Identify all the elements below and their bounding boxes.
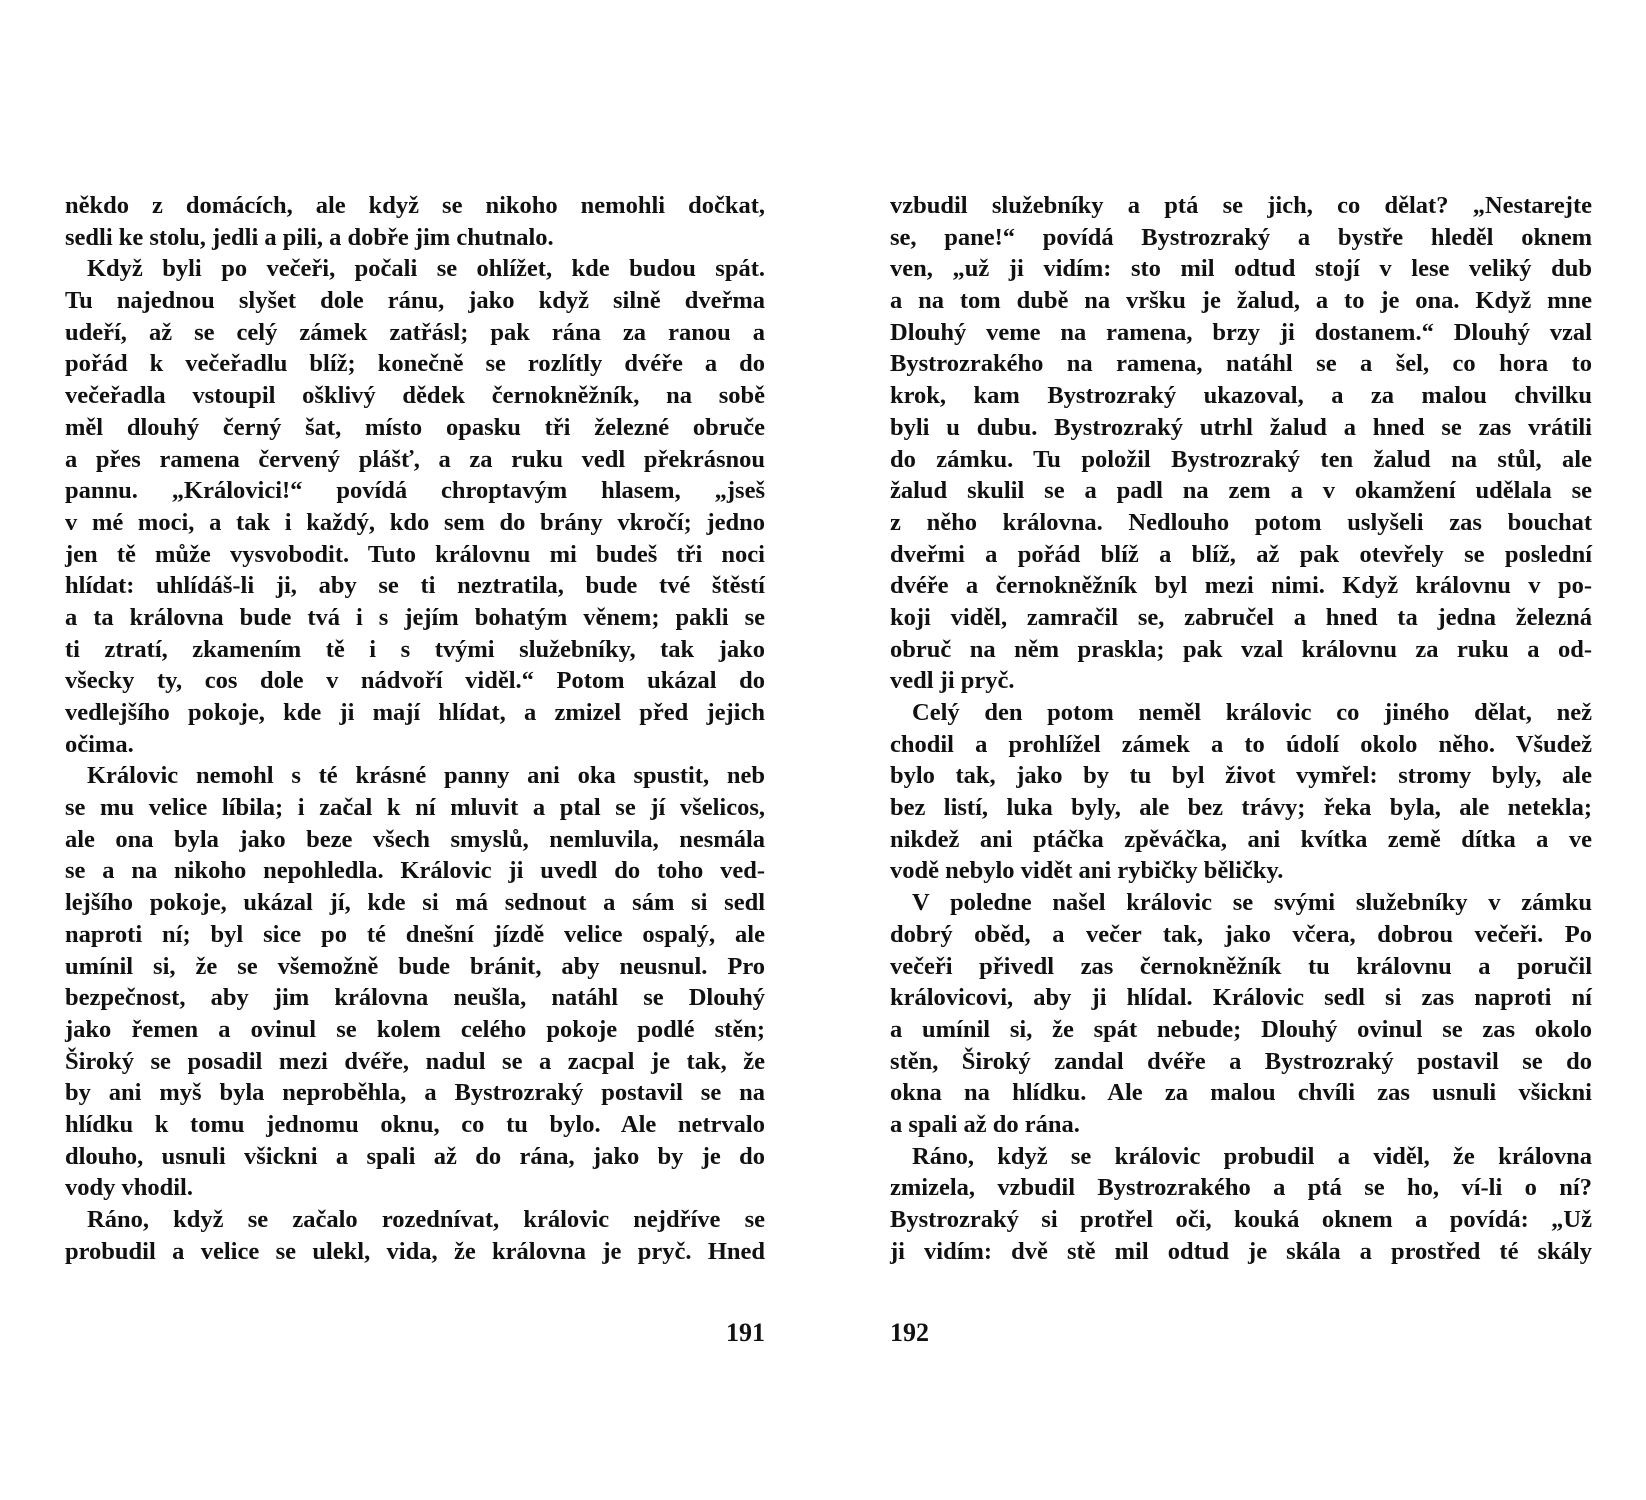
text-line: Když byli po večeři, počali se ohlížet, kde budou spát. — [87, 255, 765, 283]
text-line: vedl ji pryč. — [890, 667, 1015, 695]
text-line: vodě nebylo vidět ani rybičky běličky. — [890, 857, 1284, 885]
text-line: krok, kam Bystrozraký ukazoval, a za malou chvilku — [890, 382, 1592, 410]
text-line: vzbudil služebníky a ptá se jich, co dělat? „Nestarejte — [890, 192, 1592, 219]
text-line: dvéře a černokněžník byl mezi nimi. Když královnu v po- — [890, 572, 1592, 600]
text-line: a spali až do rána. — [890, 1110, 1080, 1138]
text-line: Tu najednou slyšet dole ránu, jako když silně dveřma — [65, 287, 765, 315]
text-line: a přes ramena červený plášť, a za ruku vedl překrásnou — [65, 445, 765, 473]
text-line: umínil si, že se všemožně bude bránit, aby neusnul. Pro — [65, 952, 765, 980]
text-line: ji vidím: dvě stě mil odtud je skála a prostřed té skály — [890, 1237, 1592, 1265]
text-line: vody vhodil. — [65, 1174, 193, 1202]
text-line: Široký se posadil mezi dvéře, nadul se a zacpal je tak, že — [65, 1047, 765, 1075]
text-line: probudil a velice se ulekl, vida, že královna je pryč. Hned — [65, 1237, 765, 1265]
text-line: se, pane!“ povídá Bystrozraký a bystře hleděl oknem — [890, 223, 1592, 251]
text-line: zmizela, vzbudil Bystrozrakého a ptá se ho, ví-li o ní? — [890, 1174, 1592, 1202]
text-line: a ta královna bude tvá i s jejím bohatým věnem; pakli se — [65, 603, 765, 631]
text-line: večeřadla vstoupil ošklivý dědek černokněžník, na sobě — [65, 382, 765, 410]
text-line: bezpečnost, aby jim královna neušla, natáhl se Dlouhý — [65, 984, 765, 1012]
text-line: sedli ke stolu, jedli a pili, a dobře jim chutnalo. — [65, 223, 554, 251]
text-line: někdo z domácích, ale když se nikoho nemohli dočkat, — [65, 192, 765, 219]
text-line: dobrý oběd, a večer tak, jako včera, dobrou večeři. Po — [890, 920, 1592, 948]
text-line: královicovi, aby ji hlídal. Královic sedl si zas naproti ní — [890, 984, 1592, 1012]
text-line: a na tom dubě na vršku je žalud, a to je ona. Když mne — [890, 287, 1592, 315]
text-line: obruč na něm praskla; pak vzal královnu za ruku a od- — [890, 635, 1592, 663]
text-line: z něho královna. Nedlouho potom uslyšeli zas bouchat — [890, 508, 1592, 536]
text-line: pannu. „Královici!“ povídá chroptavým hlasem, „jseš — [65, 477, 765, 505]
text-line: okna na hlídku. Ale za malou chvíli zas usnuli všickni — [890, 1079, 1592, 1107]
text-line: Dlouhý veme na ramena, brzy ji dostanem.“ Dlouhý vzal — [890, 318, 1592, 346]
text-line: hlídat: uhlídáš-li ji, aby se ti neztratila, bude tvé štěstí — [65, 572, 765, 600]
text-line: ti ztratí, zkamením tě i s tvými služebníky, tak jako — [65, 635, 765, 663]
text-line: očima. — [65, 730, 134, 758]
text-line: Bystrozrakého na ramena, natáhl se a šel, co hora to — [890, 350, 1592, 378]
text-line: bylo tak, jako by tu byl život vymřel: stromy byly, ale — [890, 762, 1592, 790]
text-line: dlouho, usnuli všickni a spali až do rána, jako by je do — [65, 1142, 765, 1170]
text-line: večeři přivedl zas černokněžník tu královnu a poručil — [890, 952, 1592, 980]
text-line: pořád k večeřadlu blíž; konečně se rozlítly dvéře a do — [65, 350, 765, 378]
left-page-text — [65, 190, 765, 1267]
text-line: koji viděl, zamračil se, zabručel a hned ta jedna železná — [890, 603, 1592, 631]
text-line: do zámku. Tu položil Bystrozraký ten žalud na stůl, ale — [890, 445, 1592, 473]
text-line: všecky ty, cos dole v nádvoří viděl.“ Potom ukázal do — [65, 667, 765, 695]
text-line: stěn, Široký zandal dvéře a Bystrozraký postavil se do — [890, 1047, 1592, 1075]
text-line: chodil a prohlížel zámek a to údolí okolo něho. Všudež — [890, 730, 1592, 758]
text-line: dveřmi a pořád blíž a blíž, až pak otevřely se poslední — [890, 540, 1592, 568]
text-line: by ani myš byla neproběhla, a Bystrozraký postavil se na — [65, 1079, 765, 1107]
text-line: V poledne našel královic se svými služebníky v zámku — [912, 889, 1592, 917]
text-line: Ráno, když se královic probudil a viděl, že královna — [912, 1142, 1592, 1170]
text-line: v mé moci, a tak i každý, kdo sem do brány vkročí; jedno — [65, 508, 765, 536]
text-line: naproti ní; byl sice po té dnešní jízdě velice ospalý, ale — [65, 920, 765, 948]
right-page-number: 192 — [890, 1318, 929, 1347]
text-line: Celý den potom neměl královic co jiného dělat, než — [912, 699, 1592, 726]
text-line: hlídku k tomu jednomu oknu, co tu bylo. Ale netrvalo — [65, 1110, 765, 1138]
text-line: Ráno, když se začalo rozednívat, královic nejdříve se — [87, 1206, 765, 1233]
right-page — [823, 0, 1646, 1500]
text-line: lejšího pokoje, ukázal jí, kde si má sednout a sám si sedl — [65, 889, 765, 917]
text-line: se a na nikoho nepohledla. Královic ji uvedl do toho ved- — [65, 857, 765, 885]
left-page-number: 191 — [726, 1318, 765, 1347]
text-line: jako řemen a ovinul se kolem celého pokoje podlé stěn; — [65, 1015, 765, 1043]
text-line: ale ona byla jako beze všech smyslů, nemluvila, nesmála — [65, 825, 765, 853]
text-line: ven, „už ji vidím: sto mil odtud stojí v lese veliký dub — [890, 255, 1592, 283]
text-line: bez listí, luka byly, ale bez trávy; řeka byla, ale netekla; — [890, 794, 1592, 822]
text-line: a umínil si, že spát nebude; Dlouhý ovinul se zas okolo — [890, 1015, 1592, 1043]
text-line: nikdež ani ptáčka zpěváčka, ani kvítka země dítka a ve — [890, 825, 1592, 853]
text-line: se mu velice líbila; i začal k ní mluvit a ptal se jí všelicos, — [65, 794, 765, 822]
text-line: Bystrozraký si protřel oči, kouká oknem a povídá: „Už — [890, 1206, 1592, 1233]
text-line: vedlejšího pokoje, kde ji mají hlídat, a zmizel před jejich — [65, 699, 765, 726]
text-line: Královic nemohl s té krásné panny ani oka spustit, neb — [87, 762, 765, 790]
right-page-text — [890, 190, 1592, 1267]
text-line: udeří, až se celý zámek zatřásl; pak rána za ranou a — [65, 318, 765, 346]
text-line: jen tě může vysvobodit. Tuto královnu mi budeš tři noci — [65, 540, 765, 568]
text-line: byli u dubu. Bystrozraký utrhl žalud a hned se zas vrátili — [890, 413, 1592, 441]
text-line: měl dlouhý černý šat, místo opasku tři železné obruče — [65, 413, 765, 441]
text-line: žalud skulil se a padl na zem a v okamžení udělala se — [890, 477, 1592, 505]
